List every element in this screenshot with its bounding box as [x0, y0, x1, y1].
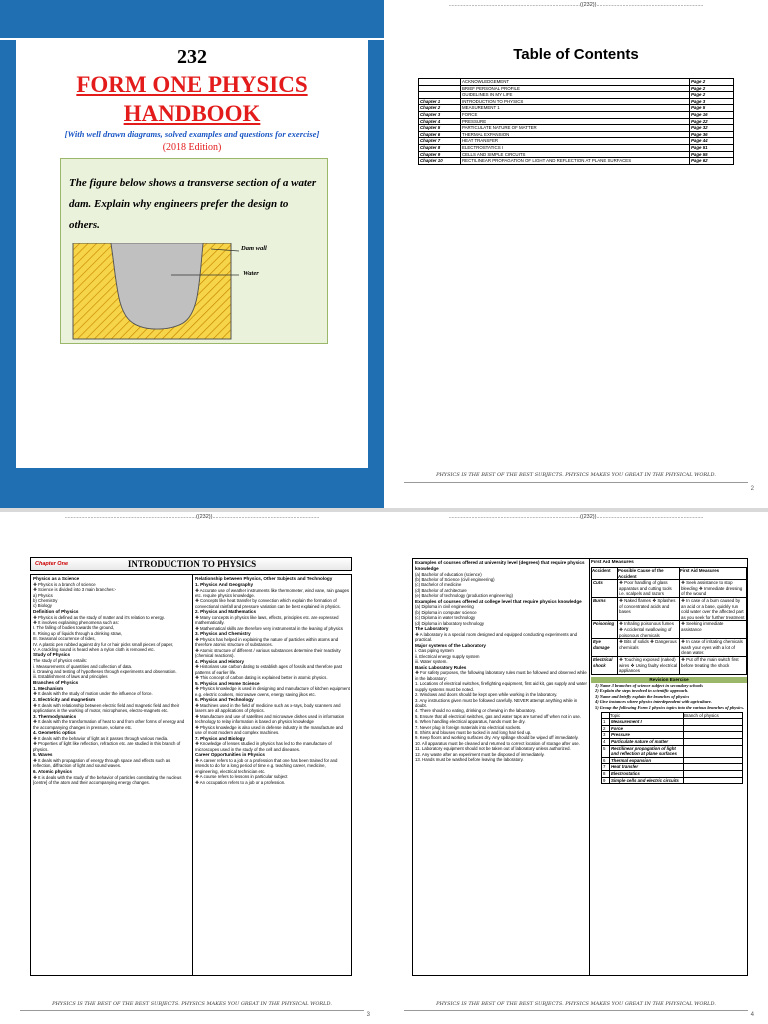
body-text: b) Chemistry [33, 598, 58, 604]
topic-number: 6 [602, 757, 610, 764]
body-text: The study of physics entails: [33, 658, 87, 664]
cover-edition: (2018 Edition) [162, 142, 222, 153]
page-number: 3 [366, 1012, 370, 1018]
body-text: ❖ Physics has helped in explaining the nature of particles within atoms and therefore atomic structure of substances. [195, 637, 339, 648]
body-text: c) Biology [33, 603, 52, 609]
topic-branch-cell[interactable] [684, 719, 743, 726]
body-text: ii. Drawing and testing of hypotheses through experiments and observation. [33, 669, 177, 675]
topic-branch-cell[interactable] [684, 764, 743, 771]
body-text: ❖ Physics is a branch of science [33, 581, 96, 587]
body-text: 9. Keep floors and working surfaces dry. Any spillage should be wiped off immediately. [415, 735, 579, 741]
toc-chapter [419, 92, 461, 99]
topic-number: 1 [602, 719, 610, 726]
topics-header-branch: Branch of physics [684, 712, 743, 719]
chapter-label: Chapter One [35, 561, 69, 567]
section-heading: Relationship between Physics, Other Subjects and Technology [195, 576, 333, 581]
body-text: ❖ It deals with the behavior of light as it passes through various media. [33, 735, 169, 741]
first-aid-cause: ❖ Bits of solids ❖ Dangerous chemicals [618, 639, 680, 657]
body-text: ❖ A career refers to a job or a profession that one has been trained for and intends to do for a long period of time e.g. teaching career, medicine, engineering, electrical technician etc. [195, 757, 338, 774]
topic-branch-cell[interactable] [684, 739, 743, 746]
toc-chapter: Chapter 10 [419, 158, 461, 165]
body-text: (b) Bachelor of Science (civil engineering) [415, 577, 495, 582]
toc-row [419, 98, 734, 105]
topic-branch-cell[interactable] [684, 725, 743, 732]
right-column [591, 560, 747, 974]
cover-question-box [60, 158, 328, 344]
toc-topic[interactable]: PRESSURE [461, 118, 690, 125]
body-text: ❖ Concepts like heat transfer by convection which explain the formation of convectional rainfall and pressure variation can be best explained in physics. [195, 598, 341, 609]
body-text: ❖ For safety purposes, the following laboratory rules must be followed and observed while in the laboratory: [415, 670, 587, 681]
topic-name: Rectilinear propagation of light and reflection at plane surfaces [610, 745, 684, 757]
first-aid-row [592, 597, 747, 620]
section-heading: Physics as a Science [33, 576, 80, 581]
toc-table-wrap [418, 78, 734, 165]
toc-chapter: Chapter 7 [419, 138, 461, 145]
topic-number: 2 [602, 725, 610, 732]
topic-row [602, 771, 743, 778]
toc-row [419, 118, 734, 125]
toc-row [419, 158, 734, 165]
toc-topic[interactable]: INTRODUCTION TO PHYSICS [461, 98, 690, 105]
body-text: ii. Electrical energy supply system [415, 653, 480, 659]
toc-chapter: Chapter 8 [419, 144, 461, 151]
toc-page: Page 62 [690, 158, 734, 165]
topic-branch-cell[interactable] [684, 757, 743, 764]
topic-number: 4 [602, 739, 610, 746]
toc-row [419, 131, 734, 138]
dam-diagram [71, 243, 281, 341]
first-aid-accident: Poisoning [592, 621, 618, 639]
body-text: ❖ Atomic structure of different / various substances determine their reactivity (chemical reactions). [195, 647, 341, 659]
section-heading: 4. Geometric optics [33, 730, 76, 736]
topic-branch-cell[interactable] [684, 777, 743, 784]
body-text: ❖ An occupation refers to a job or a profession. [195, 779, 286, 785]
cover-number: 232 [177, 46, 207, 68]
section-heading: 7. Physics and Biology [195, 735, 246, 741]
body-text: ❖ Knowledge of lenses studied in physics has led to the manufacture of microscopes used in the study of the cell and diseases. [195, 741, 332, 752]
toc-topic[interactable]: FORCE [461, 111, 690, 118]
topic-row [602, 725, 743, 732]
section-heading: The Laboratory [415, 626, 449, 632]
page-header: ......................................................................................((232))...................................................................... [448, 514, 704, 520]
topic-name: Thermal expansion [610, 757, 684, 764]
body-text: I. The falling of bodies towards the ground, [33, 625, 115, 631]
toc-row [419, 111, 734, 118]
body-text: 2. Windows and doors should be kept open while working in the laboratory. [415, 692, 558, 698]
body-text: ❖ A laboratory is a special room designed and equipped conducting experiments and practical. [415, 631, 577, 643]
topic-name: Measurement I [610, 719, 684, 726]
toc-page: Page 22 [690, 118, 734, 125]
toc-title: Table of Contents [513, 46, 639, 63]
body-text: (a) Bachelor of education (science) [415, 571, 482, 577]
cover-left-band [0, 40, 16, 508]
body-text: ❖ Physics knowledge is also used in defense industry in the manufacture and use of most modern and complex machines. [195, 724, 343, 736]
left-column [33, 576, 189, 974]
page4-content [412, 558, 748, 976]
first-aid-row [592, 639, 747, 657]
right-column [195, 576, 350, 974]
body-text: ❖ Accurate use of weather instruments like thermometer, wind vane, rain gauges etc. require physics knowledge. [195, 587, 350, 598]
topic-number: 9 [602, 777, 610, 784]
page-footer: PHYSICS IS THE BEST OF THE BEST SUBJECTS. PHYSICS MAKES YOU GREAT IN THE PHYSICAL WORLD. [436, 472, 716, 478]
first-aid-accident: Eye damage [592, 639, 618, 657]
body-text: V. A crackling sound is heard when a nylon cloth is removed etc. [33, 647, 155, 653]
section-heading: Basic Laboratory Rules [415, 664, 467, 670]
page-number: 4 [750, 1012, 754, 1018]
section-heading: 5. Waves [33, 752, 53, 758]
body-text: 13. Hands must be washed before leaving the laboratory. [415, 756, 524, 762]
body-text: ❖ Physics knowledge is used in designing and manufacture of kitchen equipment e.g. electric cookers, microwave ovens, energy saving jikos etc. [195, 686, 350, 697]
body-text: ❖ It deals with propagation of energy through space and effects such as reflection, diffraction of light and sound waves. [33, 757, 171, 769]
toc-row [419, 79, 734, 86]
section-heading: Definition of Physics [33, 608, 79, 614]
topic-name: Heat transfer [610, 764, 684, 771]
toc-topic[interactable]: ACKNOWLEDGEMENT [461, 79, 690, 86]
body-text: IV. A plastic pen rubbed against dry fur or hair picks small pieces of paper, [33, 641, 174, 647]
page-header: ......................................................................................((232))...................................................................... [64, 514, 320, 520]
toc-row [419, 125, 734, 132]
topic-number: 5 [602, 745, 610, 757]
topic-row [602, 764, 743, 771]
first-aid-header-measure: First Aid Measures [680, 568, 747, 580]
page-number: 2 [750, 486, 754, 492]
body-text: ❖ A course refers to lessons in particular subject [195, 774, 288, 780]
body-text: ❖ It deals with relationship between electric field and magnetic field and their applications in the working of motor, microphones, electro-magnets etc. [33, 702, 180, 714]
toc-page [384, 0, 768, 508]
section-heading: 2. Physics and Mathematics [195, 609, 257, 615]
toc-page: Page 3 [690, 98, 734, 105]
section-heading: Branches of Physics [33, 679, 79, 685]
section-heading: 3. Thermodynamics [33, 713, 77, 719]
topic-row [602, 757, 743, 764]
section-heading: Examples of courses offered at university level (degrees) that require physics knowledge [415, 560, 585, 571]
toc-chapter: Chapter 9 [419, 151, 461, 158]
toc-table [418, 78, 734, 165]
body-text: i. Gas piping system [415, 648, 454, 654]
toc-row [419, 144, 734, 151]
body-text: (a) Diploma in civil engineering [415, 604, 474, 610]
toc-topic[interactable]: ELECTROSTATICS I [461, 144, 690, 151]
toc-topic[interactable]: THERMAL EXPANSION [461, 131, 690, 138]
cover-subtitle: [With well drawn diagrams, solved examples and questions for exercise] [64, 129, 320, 139]
topic-name: Electrostatics [610, 771, 684, 778]
topic-name: Simple cells and electric circuits [610, 777, 684, 784]
topics-header-topic: Topic [610, 712, 684, 719]
toc-chapter: Chapter 5 [419, 125, 461, 132]
chapter-title: INTRODUCTION TO PHYSICS [127, 559, 257, 569]
topic-number: 7 [602, 764, 610, 771]
toc-row [419, 105, 734, 112]
first-aid-accident: Cuts [592, 580, 618, 598]
cover-question-text: The figure below shows a transverse section of a water dam. Explain why engineers prefer the design to others. [69, 177, 317, 231]
topic-row [602, 739, 743, 746]
first-aid-header-cause: Possible Cause of the Accident [618, 568, 680, 580]
revision-item: 2) Explain the steps involved in scientific approach. [595, 688, 689, 694]
topic-number: 3 [602, 732, 610, 739]
body-text: ❖ Properties of light like reflection, refraction etc. are studied in this branch of physics. [33, 741, 181, 752]
toc-chapter: Chapter 2 [419, 105, 461, 112]
toc-row [419, 92, 734, 99]
body-text: 6. When handling electrical apparatus, hands must be dry. [415, 719, 526, 725]
first-aid-title: First Aid Measures [591, 560, 634, 565]
cover-bottom-band [0, 468, 384, 508]
first-aid-accident: Electrical shock [592, 656, 618, 674]
revision-item: 5) Group the following Form 1 physics topics into the various branches of physics. [595, 705, 745, 711]
body-text: (e) Bachelor of technology (production engineering) [415, 593, 513, 599]
section-heading: 3. Physics and Chemistry [195, 631, 251, 637]
body-text: ❖ It deals with the study of motion under the influence of force. [33, 691, 153, 697]
body-text: ❖ It deals with the transformation of heat to and from other forms of energy and the accompanying changes in pressure, volume etc. [33, 719, 185, 730]
toc-page: Page 51 [690, 144, 734, 151]
toc-chapter [419, 85, 461, 92]
body-text: ❖ Mathematical skills are therefore very instrumental in the leaning of physics [195, 625, 343, 631]
section-heading: Career Opportunities in Physics [195, 752, 265, 758]
toc-row [419, 138, 734, 145]
body-text: 1. Locations of electrical switches, firefighting equipment, first aid kit, gas supply and water supply systems must be noted. [415, 681, 587, 692]
body-text: iii. Establishment of laws and principles [33, 674, 108, 680]
body-text: 4. There should no eating, drinking or chewing in the laboratory. [415, 708, 536, 714]
section-heading: Study of Physics [33, 652, 71, 658]
section-heading: 6. Atomic physics [33, 768, 72, 774]
topic-name: Particulate nature of matter [610, 739, 684, 746]
page-header: ......................................................................................((232))...................................................................... [448, 2, 704, 8]
toc-chapter: Chapter 6 [419, 131, 461, 138]
revision-item: 4) Give instances where physics interdependent with agriculture. [595, 699, 712, 705]
toc-chapter: Chapter 3 [419, 111, 461, 118]
first-aid-accident: Burns [592, 597, 618, 620]
body-text: ❖ Many concepts in physics like laws, effects, principles etc. are expressed mathematically. [195, 615, 339, 626]
first-aid-header-accident: Accident [592, 568, 618, 580]
first-aid-measure: ❖ Seek assistance to stop bleeding ❖ Immediate dressing of the wound [680, 580, 747, 598]
page-footer: PHYSICS IS THE BEST OF THE BEST SUBJECTS. PHYSICS MAKES YOU GREAT IN THE PHYSICAL WORLD. [436, 1001, 716, 1007]
cover-page [0, 0, 384, 508]
toc-page: Page 32 [690, 125, 734, 132]
body-text: 12. Any waste after an experiment must be disposed of immediately. [415, 751, 545, 757]
cover-title-line2: HANDBOOK [123, 101, 261, 126]
topics-header-num [602, 712, 610, 719]
body-text: ❖ Physics is defined as the study of matter and it's relation to energy. [33, 614, 165, 620]
toc-row [419, 151, 734, 158]
left-column [415, 560, 587, 974]
first-aid-cause: ❖ Naked flames ❖ Splashes of concentrated acids and bases [618, 597, 680, 620]
cover-top-band [0, 0, 384, 38]
toc-topic[interactable]: MEASUREMENT 1 [461, 105, 690, 112]
body-text: ❖ It is deals with the study of the behavior of particles constituting the nucleus [centre] of the atom and their accompanying energy changes. [33, 774, 182, 785]
body-text: i. Measurements of quantities and collection of data. [33, 663, 133, 669]
section-heading: 6. Physics and Technology [195, 697, 254, 703]
section-heading: Examples of courses offered at college level that require physics knowledge [415, 598, 582, 604]
chapter-one-page [0, 512, 384, 1024]
revision-list [591, 683, 747, 711]
revision-title: Revision Exercise [591, 677, 747, 683]
first-aid-cause: ❖ Touching exposed (naked) wires ❖ Using faulty electrical appliances [618, 656, 680, 674]
toc-page: Page 5 [690, 105, 734, 112]
revision-item: 1) Name 3 branches of science subject in secondary schools [595, 682, 703, 688]
topic-branch-cell[interactable] [684, 771, 743, 778]
body-text: 8. Shirts and blouses must be tucked in and long hair tied up. [415, 729, 532, 735]
toc-page: Page 2 [690, 92, 734, 99]
first-aid-measure: ❖ Put off the main switch first before treating the shock [680, 656, 747, 674]
topics-table [601, 712, 743, 785]
topic-row [602, 732, 743, 739]
toc-row [419, 85, 734, 92]
toc-page: Page 16 [690, 111, 734, 118]
toc-page: Page 2 [690, 79, 734, 86]
body-text: ❖ Historians use carbon dating to establish ages of fossils and therefore past patterns of earlier life. [195, 664, 342, 675]
page-footer: PHYSICS IS THE BEST OF THE BEST SUBJECTS. PHYSICS MAKES YOU GREAT IN THE PHYSICAL WORLD. [52, 1001, 332, 1007]
first-aid-cause: ❖ Inhaling poisonous fumes ❖ Accidental swallowing of poisonous chemicals [618, 621, 680, 639]
topic-branch-cell[interactable] [684, 745, 743, 757]
body-text: (c) Bachelor of medicine [415, 582, 462, 588]
body-text: ❖ Machines used in the field of medicine such as x-rays, body scanners and lasers are all applications of physics. [195, 703, 341, 714]
toc-page: Page 36 [690, 131, 734, 138]
chapter-banner [30, 557, 352, 571]
body-text: iii. Water system. [415, 659, 448, 665]
body-text: 3. Any instructions given must be followed carefully. NEVER attempt anything while in doubt. [415, 697, 578, 708]
body-text: ❖ Manufacture and use of satellites and microwave dishes used in information technology to relay information is based on physics knowledge [195, 713, 345, 725]
toc-page: Page 2 [690, 85, 734, 92]
topic-branch-cell[interactable] [684, 732, 743, 739]
topic-name: Force [610, 725, 684, 732]
revision-item: 3) Name and briefly explain the branches of physics [595, 693, 690, 699]
toc-chapter: Chapter 4 [419, 118, 461, 125]
body-text: (d) Bachelor of architecture [415, 587, 467, 593]
toc-topic[interactable]: CELLS AND SIMPLE CIRCUITS [461, 151, 690, 158]
laboratory-page [384, 512, 768, 1024]
toc-topic[interactable]: GUIDELINES IN MY LIFE [461, 92, 690, 99]
body-text: 10. All apparatus must be cleaned and returned to correct location of storage after use. [415, 740, 580, 746]
toc-chapter: Chapter 1 [419, 98, 461, 105]
first-aid-measure: ❖ In case of irritating chemicals wash your eyes with a lot of clean water. [680, 639, 747, 657]
topic-number: 8 [602, 771, 610, 778]
first-aid-cause: ❖ Poor handling of glass apparatus and cutting tools i.e. scalpels and razors [618, 580, 680, 598]
toc-topic[interactable]: PARTICULATE NATURE OF MATTER [461, 125, 690, 132]
toc-topic[interactable]: BRIEF PERSONAL PROFILE [461, 85, 690, 92]
body-text: II. Rising up of liquids through a drinking straw, [33, 630, 122, 636]
body-text: ❖ It involves explaining phenomena such as: [33, 620, 119, 626]
body-text: (b) Diploma in computer science [415, 609, 477, 615]
body-text: (d) Diploma in laboratory technology [415, 620, 485, 626]
water-label: Water [243, 270, 259, 277]
section-heading: 1. Mechanism [33, 685, 64, 691]
first-aid-measure: ❖ In case of a burn caused by an acid or a base, quickly run cold water over the affected part as you seek for further treatment [680, 597, 747, 620]
cover-title-line1: FORM ONE PHYSICS [76, 72, 308, 97]
first-aid-row [592, 656, 747, 674]
topic-row [602, 719, 743, 726]
body-text: ❖ This concept of carbon dating is explained better in atomic physics. [195, 675, 328, 681]
first-aid-row [592, 580, 747, 598]
topic-name: Pressure [610, 732, 684, 739]
body-text: 11. Laboratory equipment should not be taken out of laboratory unless authorized. [415, 746, 571, 752]
body-text: 7. Never plug in foreign materials into electrical sockets. [415, 724, 522, 730]
first-aid-table [591, 567, 747, 675]
body-text: 5. Ensure that all electrical switches, gas and water taps are turned off when not in use. [415, 713, 581, 719]
toc-chapter [419, 79, 461, 86]
body-text: ❖ Science is divided into 3 main branches:- [33, 587, 117, 593]
topic-row [602, 745, 743, 757]
body-text: (c) Diploma in water technology [415, 615, 476, 621]
section-heading: 4. Physics and History [195, 658, 245, 664]
toc-page: Page 44 [690, 138, 734, 145]
toc-topic[interactable]: HEAT TRANSFER [461, 138, 690, 145]
body-text: III. Seasonal occurrence of tides, [33, 636, 96, 642]
section-heading: 2. Electricity and magnetism [33, 696, 96, 702]
cover-right-band [368, 40, 384, 508]
body-text: a) Physics [33, 592, 53, 598]
first-aid-row [592, 621, 747, 639]
section-heading: 1. Physics And Geography [195, 581, 254, 587]
section-heading: 5. Physics and Home Science [195, 680, 260, 686]
first-aid-measure: ❖ Seeking immediate assistance [680, 621, 747, 639]
dam-wall-label: Dam wall [241, 245, 267, 252]
toc-topic[interactable]: RECTILINEAR PROPAGATION OF LIGHT AND REFLECTION AT PLANE SURFACES [461, 158, 690, 165]
chapter-content [30, 574, 352, 976]
topic-row [602, 777, 743, 784]
toc-page: Page 55 [690, 151, 734, 158]
section-heading: Major systems of the Laboratory [415, 642, 486, 648]
